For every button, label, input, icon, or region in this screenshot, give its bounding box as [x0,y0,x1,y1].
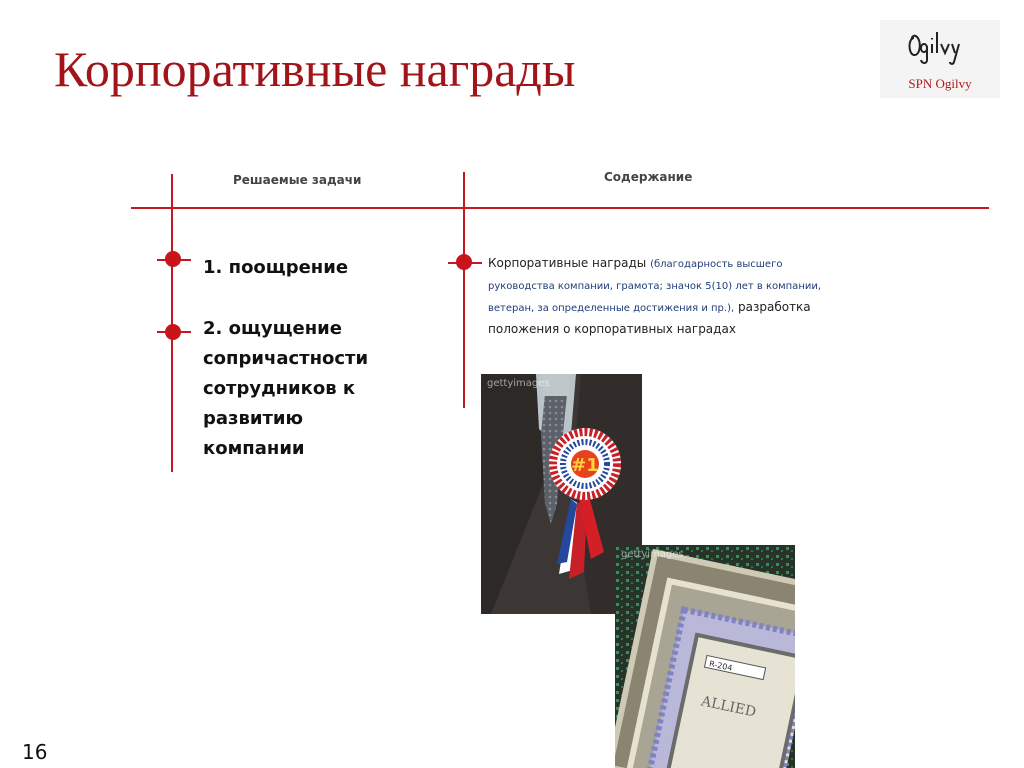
photo1-watermark: gettyimages [487,378,550,389]
svg-text:ALLIED: ALLIED [699,693,758,721]
content-tail: разработка положения о корпоративных наградах [488,300,811,336]
ogilvy-script-logo [906,22,964,66]
content-column-header: Содержание [604,170,693,184]
photo2-watermark: gettyimages [621,549,684,560]
certificates-photo [615,545,795,768]
spn-ogilvy-logo [880,20,1000,98]
content-bullet [456,254,472,270]
logo-text: SPN Ogilvy [908,76,972,91]
timeline-horizontal-line [131,207,989,209]
rosette-label: #1 [571,455,599,476]
task-item-1: 1. поощрение [203,257,349,278]
content-lead: Корпоративные награды [488,256,647,270]
page-number: 16 [22,740,48,764]
content-note: (благодарность высшего руководства компании, грамота; значок 5(10) лет в компании, ветеран, за определенные достижения и пр.), [488,259,822,314]
tasks-vertical-line [171,174,173,472]
task-item-2: 2. ощущение сопричастности сотрудников к развитию компании [203,318,369,459]
tasks-column-header: Решаемые задачи [233,173,362,187]
content-vertical-line [463,172,465,408]
task-1-bullet [165,251,181,267]
svg-text:R-204: R-204 [708,659,734,673]
content-text [488,253,828,339]
slide-title: Корпоративные награды [54,41,576,97]
certificates-illustration [615,545,795,768]
task-2-bullet [165,324,181,340]
